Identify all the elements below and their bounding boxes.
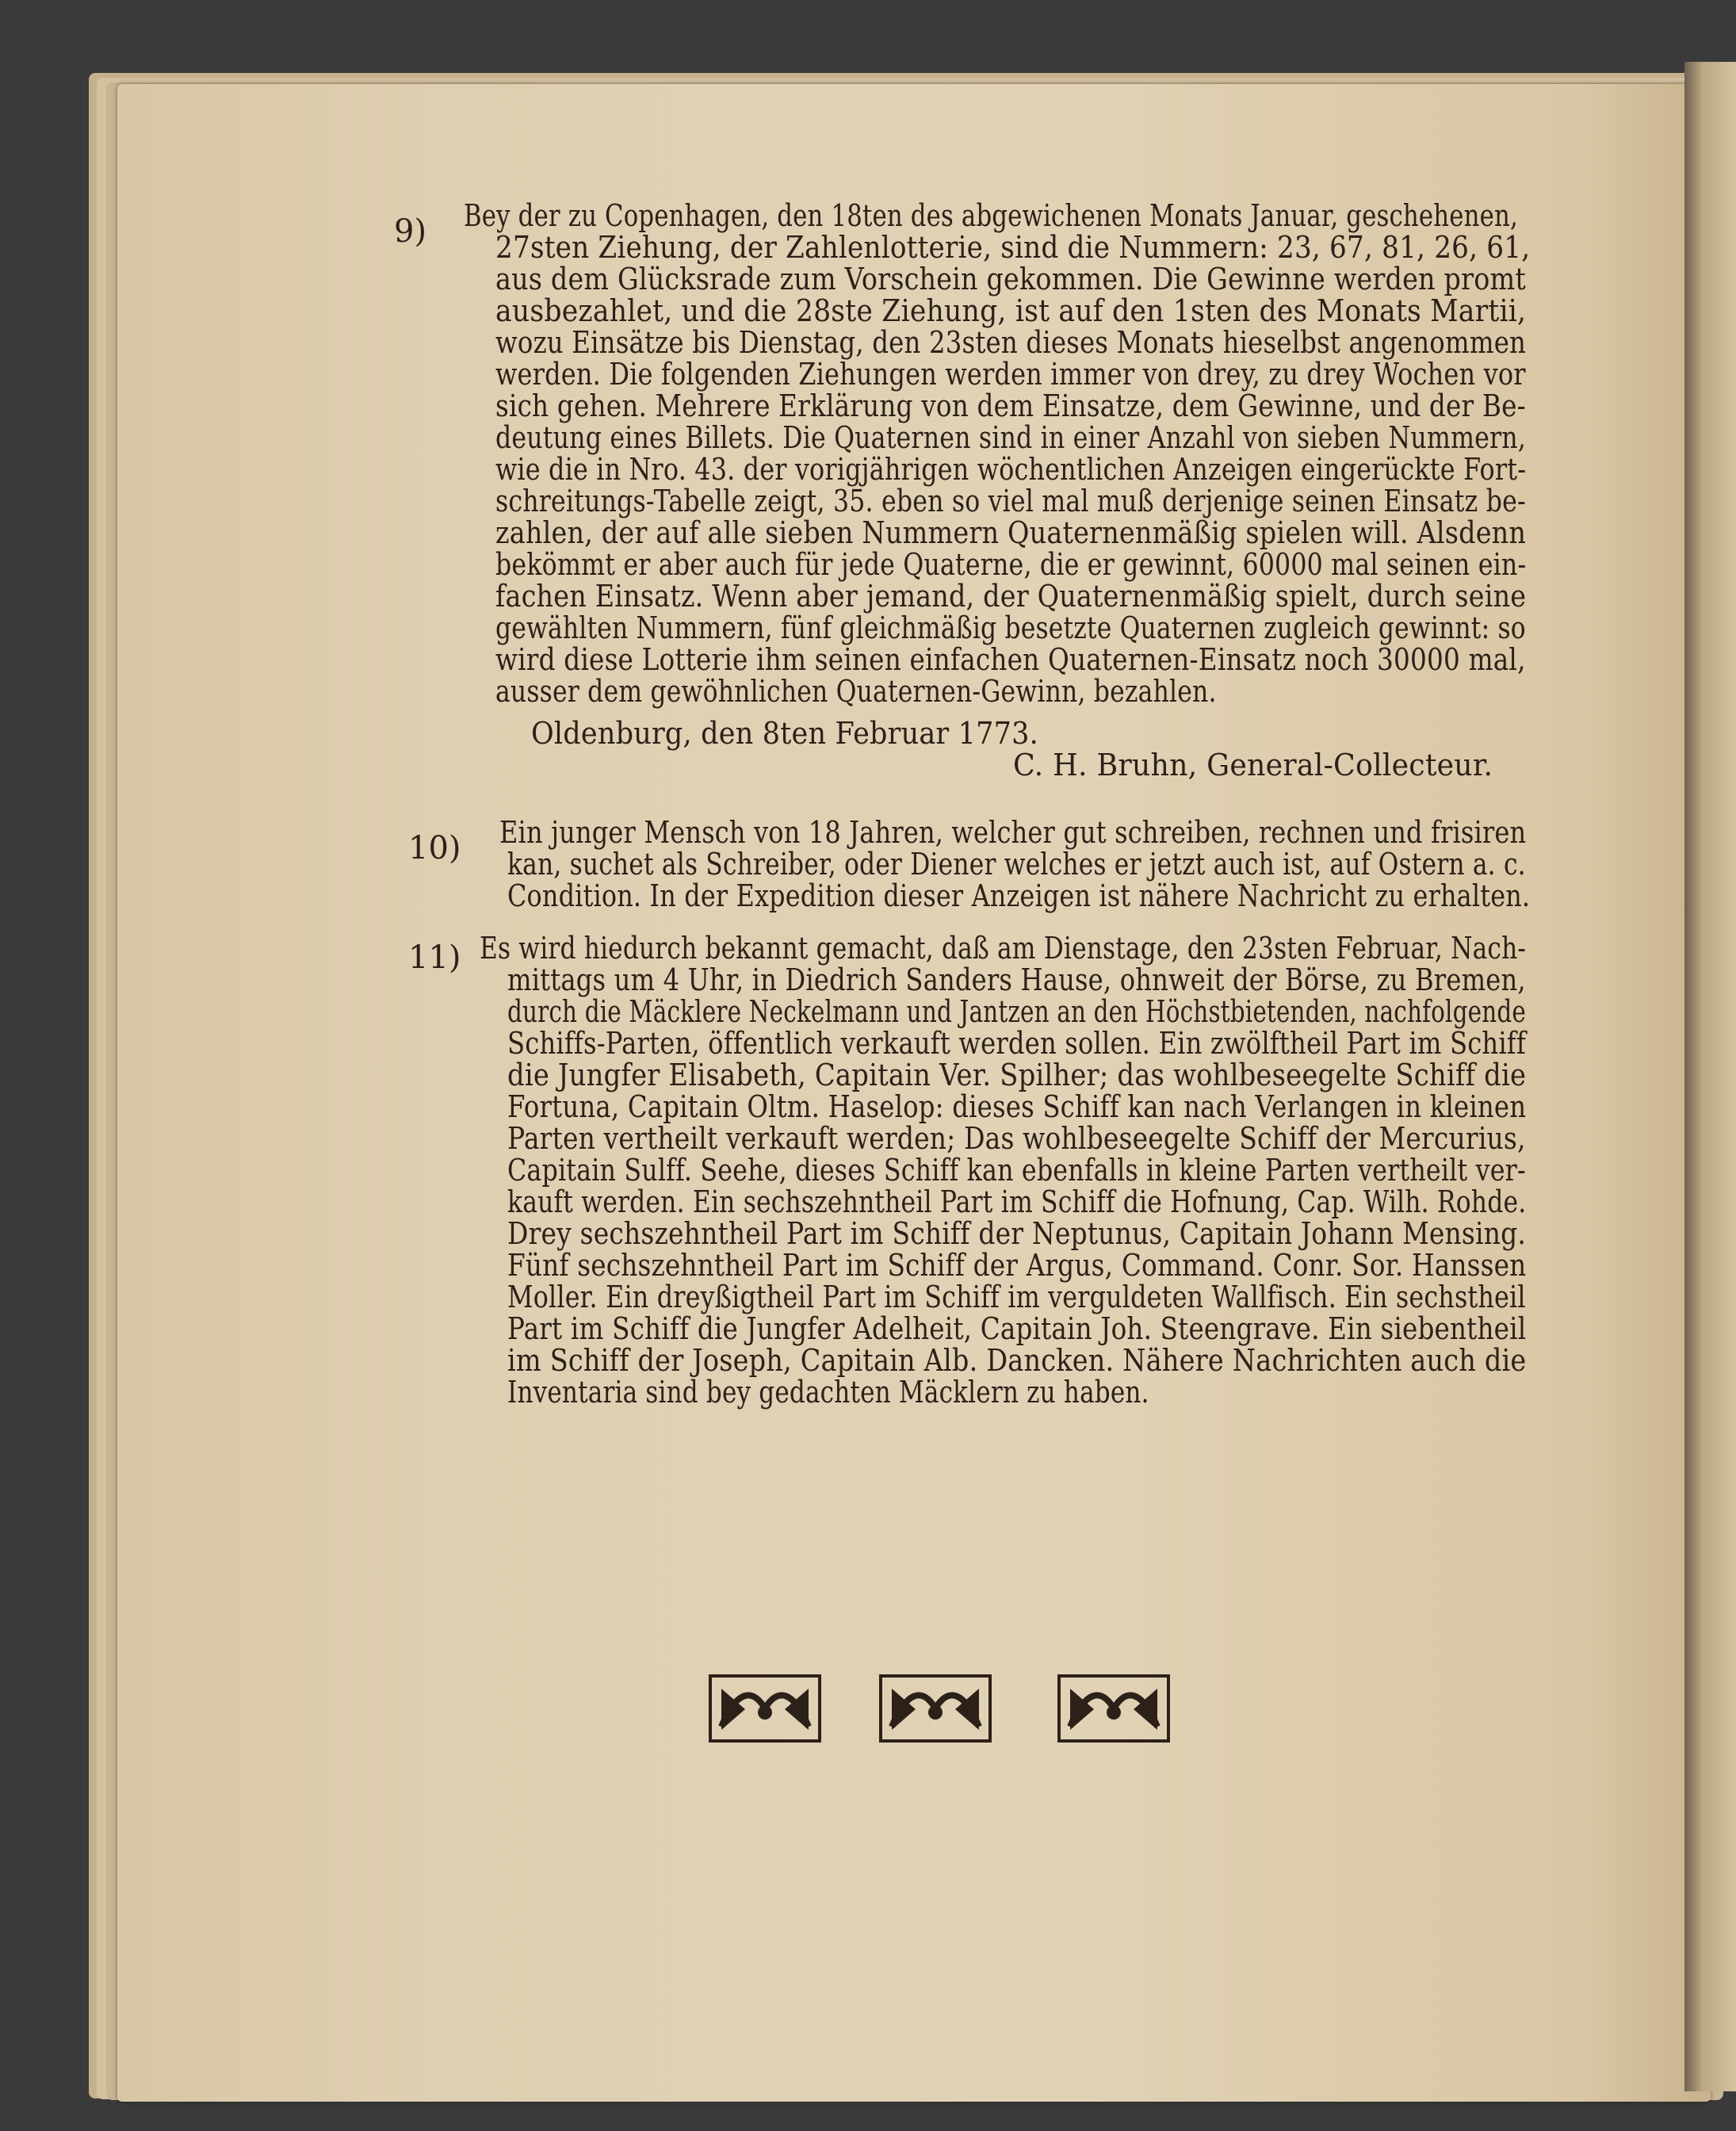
place-date: Oldenburg, den 8ten Februar 1773. bbox=[531, 716, 1038, 751]
printer-ornament-icon bbox=[705, 1665, 824, 1752]
text-line: Moller. Ein dreyßigtheil Part im Schiff im verguldeten Wallfisch. Ein sechstheil bbox=[507, 1280, 1526, 1314]
text-line: kauft werden. Ein sechszehntheil Part im Schiff die Hofnung, Cap. Wilh. Rohde. bbox=[507, 1184, 1527, 1219]
signature: C. H. Bruhn, General-Collecteur. bbox=[1013, 748, 1493, 782]
text-line: Parten vertheilt verkauft werden; Das wohlbeseegelte Schiff der Mercurius, bbox=[507, 1121, 1526, 1156]
text-line: Drey sechszehntheil Part im Schiff der Neptunus, Capitain Johann Mensing. bbox=[507, 1216, 1527, 1251]
item-number: 10) bbox=[408, 830, 461, 867]
text-line: die Jungfer Elisabeth, Capitain Ver. Spilher; das wohlbeseegelte Schiff die bbox=[507, 1058, 1527, 1092]
text-line: aus dem Glücksrade zum Vorschein gekommen. Die Gewinne werden promt bbox=[495, 262, 1526, 297]
text-line: werden. Die folgenden Ziehungen werden immer von drey, zu drey Wochen vor bbox=[495, 357, 1526, 392]
item-number: 11) bbox=[408, 939, 461, 976]
text-line: deutung eines Billets. Die Quaternen sind in einer Anzahl von sieben Nummern, bbox=[495, 420, 1526, 455]
text-line: Inventaria sind bey gedachten Mäcklern zu haben. bbox=[507, 1375, 1149, 1410]
text-line: im Schiff der Joseph, Capitain Alb. Dancken. Nähere Nachrichten auch die bbox=[507, 1343, 1527, 1378]
text-line: Part im Schiff die Jungfer Adelheit, Capitain Joh. Steengrave. Ein siebentheil bbox=[507, 1311, 1527, 1346]
text-line: ausser dem gewöhnlichen Quaternen-Gewinn, bezahlen. bbox=[495, 674, 1217, 709]
item-number: 9) bbox=[394, 213, 427, 250]
printer-ornament-icon bbox=[876, 1665, 995, 1752]
text-line: 27sten Ziehung, der Zahlenlotterie, sind die Nummern: 23, 67, 81, 26, 61, bbox=[495, 230, 1531, 265]
text-line: zahlen, der auf alle sieben Nummern Quaternenmäßig spielen will. Alsdenn bbox=[495, 515, 1527, 550]
text-line: fachen Einsatz. Wenn aber jemand, der Quaternenmäßig spielt, durch seine bbox=[495, 579, 1527, 614]
text-line: Bey der zu Copenhagen, den 18ten des abgewichenen Monats Januar, geschehenen, bbox=[464, 198, 1518, 233]
text-line: wozu Einsätze bis Dienstag, den 23sten dieses Monats hieselbst angenommen bbox=[495, 325, 1527, 360]
text-line: ausbezahlet, und die 28ste Ziehung, ist auf den 1sten des Monats Martii, bbox=[495, 293, 1527, 328]
text-line: schreitungs-Tabelle zeigt, 35. eben so viel mal muß derjenige seinen Einsatz be- bbox=[495, 484, 1526, 518]
text-line: Fünf sechszehntheil Part im Schiff der Argus, Command. Conr. Sor. Hanssen bbox=[507, 1248, 1527, 1283]
text-line: Es wird hiedurch bekannt gemacht, daß am Dienstage, den 23sten Februar, Nach- bbox=[480, 931, 1527, 966]
text-line: Schiffs-Parten, öffentlich verkauft werden sollen. Ein zwölftheil Part im Schiff bbox=[507, 1026, 1526, 1061]
text-line: Condition. In der Expedition dieser Anzeigen ist nähere Nachricht zu erhalten. bbox=[507, 878, 1531, 913]
text-line: Capitain Sulff. Seehe, dieses Schiff kan ebenfalls in kleine Parten vertheilt ver- bbox=[507, 1153, 1526, 1188]
text-line: kan, suchet als Schreiber, oder Diener welches er jetzt auch ist, auf Ostern a. c. bbox=[507, 847, 1526, 882]
text-line: gewählten Nummern, fünf gleichmäßig besetzte Quaternen zugleich gewinnt: so bbox=[495, 610, 1526, 645]
printer-ornament-icon bbox=[1054, 1665, 1173, 1752]
text-line: Fortuna, Capitain Oltm. Haselop: dieses Schiff kan nach Verlangen in kleinen bbox=[507, 1089, 1527, 1124]
text-line: sich gehen. Mehrere Erklärung von dem Einsatze, dem Gewinne, und der Be- bbox=[495, 388, 1526, 423]
text-line: durch die Mäcklere Neckelmann und Jantzen an den Höchstbietenden, nachfolgende bbox=[507, 994, 1526, 1029]
ornament-row bbox=[698, 1665, 1316, 1752]
text-line: wie die in Nro. 43. der vorigjährigen wöchentlichen Anzeigen eingerückte Fort- bbox=[495, 452, 1527, 487]
text-line: mittags um 4 Uhr, in Diedrich Sanders Hause, ohnweit der Börse, zu Bremen, bbox=[507, 962, 1526, 997]
text-line: wird diese Lotterie ihm seinen einfachen Quaternen-Einsatz noch 30000 mal, bbox=[495, 642, 1526, 677]
text-line: bekömmt er aber auch für jede Quaterne, die er gewinnt, 60000 mal seinen ein- bbox=[495, 547, 1527, 582]
text-line: Ein junger Mensch von 18 Jahren, welcher gut schreiben, rechnen und frisiren bbox=[499, 815, 1527, 850]
